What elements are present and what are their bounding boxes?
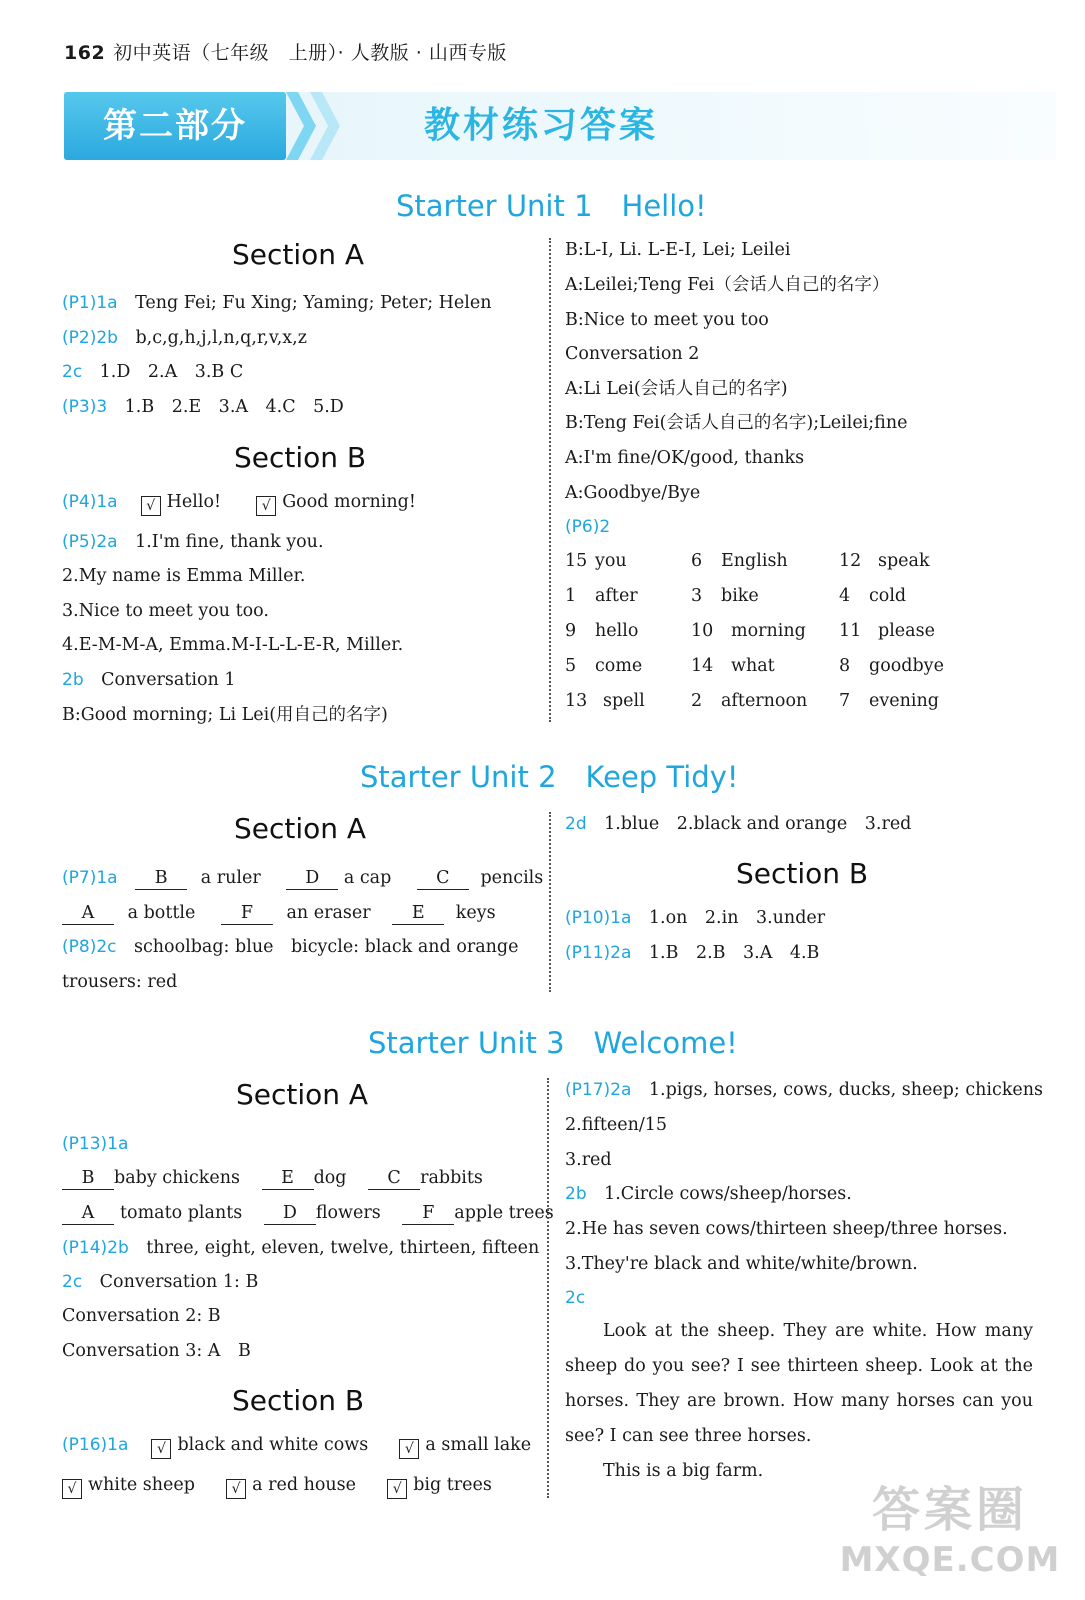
page-ref: 2d bbox=[565, 814, 587, 834]
answer-line bbox=[62, 1202, 554, 1225]
table-cell: afternoon bbox=[721, 691, 808, 711]
answer-line bbox=[62, 867, 543, 890]
page-ref: (P2)2b bbox=[62, 328, 118, 348]
page-ref: 2c bbox=[565, 1288, 586, 1308]
answer-text: three, eight, eleven, twelve, thirteen, fifteen bbox=[146, 1238, 540, 1258]
answer-text: 1.pigs, horses, cows, ducks, sheep; chickens bbox=[648, 1080, 1044, 1100]
table-cell: goodbye bbox=[869, 656, 944, 676]
answer-blank: C bbox=[417, 867, 469, 890]
answer-line: 4.E-M-M-A, Emma.M-I-L-L-E-R, Miller. bbox=[62, 635, 404, 655]
page-ref: 2b bbox=[62, 670, 84, 690]
answer-line: A:Leilei;Teng Fei（会话人自己的名字） bbox=[565, 275, 890, 295]
answer-line: 3.red bbox=[565, 1150, 612, 1170]
table-cell: 14 bbox=[691, 656, 714, 676]
answer-text: 1.Circle cows/sheep/horses. bbox=[604, 1184, 852, 1204]
answer-blank: B bbox=[135, 867, 187, 890]
checkbox-icon: √ bbox=[256, 496, 276, 516]
table-cell: 4 bbox=[839, 586, 851, 606]
checkbox-icon: √ bbox=[399, 1439, 419, 1459]
answer-text: 1.B 2.E 3.A 4.C 5.D bbox=[124, 397, 344, 417]
answer-text: dog bbox=[313, 1168, 347, 1188]
table-cell: cold bbox=[869, 586, 907, 606]
table-cell: hello bbox=[595, 621, 639, 641]
table-row bbox=[565, 585, 1045, 620]
answer-text: pencils bbox=[480, 868, 544, 888]
table-row bbox=[565, 620, 1045, 655]
answer-line: Conversation 2: B bbox=[62, 1306, 221, 1326]
answer-text: a bottle bbox=[127, 903, 196, 923]
answer-line bbox=[62, 327, 307, 349]
answer-line bbox=[62, 1434, 531, 1459]
answer-text: baby chickens bbox=[114, 1168, 240, 1188]
checkbox-icon: √ bbox=[62, 1479, 82, 1499]
unit1-section-a-heading: Section A bbox=[232, 238, 365, 271]
page-header bbox=[64, 38, 507, 65]
checkbox-icon: √ bbox=[141, 496, 161, 516]
page-ref: (P10)1a bbox=[565, 908, 632, 928]
banner-title: 教材练习答案 bbox=[424, 105, 659, 146]
page-number: 162 bbox=[64, 42, 106, 64]
answer-line: 2.fifteen/15 bbox=[565, 1115, 668, 1135]
answer-line: 2.My name is Emma Miller. bbox=[62, 566, 306, 586]
table-cell: please bbox=[878, 621, 935, 641]
answer-text: white sheep bbox=[88, 1475, 195, 1495]
answer-line bbox=[62, 491, 416, 516]
answer-line bbox=[565, 907, 825, 929]
table-cell: morning bbox=[731, 621, 806, 641]
answer-line bbox=[62, 292, 492, 314]
table-cell: 2 bbox=[691, 691, 703, 711]
answer-text: tomato plants bbox=[120, 1203, 243, 1223]
answer-blank: E bbox=[392, 902, 444, 925]
answer-text: Conversation 1 bbox=[101, 670, 236, 690]
table-cell: 3 bbox=[691, 586, 703, 606]
table-cell: 15 bbox=[565, 551, 588, 571]
page-ref: (P14)2b bbox=[62, 1238, 129, 1258]
answer-text: Teng Fei; Fu Xing; Yaming; Peter; Helen bbox=[135, 293, 492, 313]
page-ref: 2c bbox=[62, 1272, 83, 1292]
checkbox-icon: √ bbox=[387, 1479, 407, 1499]
page-ref: (P5)2a bbox=[62, 532, 118, 552]
answer-text: flowers bbox=[315, 1203, 381, 1223]
part-tag: 第二部分 bbox=[64, 92, 286, 160]
unit2-section-a-heading: Section A bbox=[234, 812, 367, 845]
answer-blank: F bbox=[402, 1202, 454, 1225]
answer-text: b,c,g,h,j,l,n,q,r,v,x,z bbox=[135, 328, 307, 348]
answer-blank: B bbox=[62, 1167, 114, 1190]
answer-line bbox=[62, 396, 344, 418]
answer-text: a red house bbox=[252, 1475, 357, 1495]
answer-text: an eraser bbox=[286, 903, 371, 923]
answer-blank: F bbox=[221, 902, 273, 925]
answer-text: big trees bbox=[413, 1475, 492, 1495]
answer-blank: A bbox=[62, 1202, 114, 1225]
table-row bbox=[565, 550, 1045, 585]
answer-line: 3.Nice to meet you too. bbox=[62, 601, 269, 621]
table-row bbox=[565, 655, 1045, 690]
answer-line: B:L-I, Li. L-E-I, Lei; Leilei bbox=[565, 240, 791, 260]
answer-line bbox=[62, 936, 518, 958]
answer-line bbox=[62, 361, 243, 383]
table-cell: 7 bbox=[839, 691, 851, 711]
answer-line bbox=[62, 1237, 539, 1259]
answer-line: This is a big farm. bbox=[603, 1461, 764, 1481]
column-divider bbox=[547, 1078, 549, 1498]
table-row bbox=[565, 690, 1045, 725]
answer-text: 1.on 2.in 3.under bbox=[648, 908, 826, 928]
answer-line bbox=[62, 1271, 258, 1293]
answer-text: keys bbox=[455, 903, 496, 923]
answer-paragraph: Look at the sheep. They are white. How many sheep do you see? I see thirteen sheep. Look at the horses. They are brown. How many horses can you see? I can see three horses. bbox=[565, 1321, 1033, 1446]
book-title: 初中英语（七年级 上册）· 人教版 · 山西专版 bbox=[113, 42, 507, 64]
answer-text: schoolbag: blue bicycle: black and orange bbox=[134, 937, 519, 957]
unit3-section-b-heading: Section B bbox=[232, 1384, 365, 1417]
table-cell: 10 bbox=[691, 621, 714, 641]
answer-text: apple trees bbox=[454, 1203, 554, 1223]
page-ref: (P8)2c bbox=[62, 937, 117, 957]
answer-blank: E bbox=[262, 1167, 314, 1190]
column-divider bbox=[549, 812, 551, 992]
answer-line: 3.They're black and white/white/brown. bbox=[565, 1254, 918, 1274]
answer-line bbox=[62, 902, 496, 925]
page-ref: (P6)2 bbox=[565, 517, 611, 537]
answer-text: Hello! bbox=[166, 492, 222, 512]
answer-text: a cap bbox=[343, 868, 392, 888]
table-cell: speak bbox=[878, 551, 930, 571]
answer-line: trousers: red bbox=[62, 972, 178, 992]
table-cell: you bbox=[595, 551, 627, 571]
answer-text: Good morning! bbox=[282, 492, 416, 512]
checkbox-icon: √ bbox=[151, 1439, 171, 1459]
page-ref: (P4)1a bbox=[62, 492, 118, 512]
answer-line: B:Teng Fei(会话人自己的名字);Leilei;fine bbox=[565, 413, 908, 433]
table-cell: after bbox=[595, 586, 638, 606]
answer-text: 1.I'm fine, thank you. bbox=[135, 532, 324, 552]
answer-line bbox=[62, 1474, 492, 1499]
table-cell: 11 bbox=[839, 621, 862, 641]
table-cell: bike bbox=[721, 586, 759, 606]
answer-line bbox=[565, 942, 819, 964]
answer-text: 1.B 2.B 3.A 4.B bbox=[648, 943, 820, 963]
unit1-section-b-heading: Section B bbox=[234, 441, 367, 474]
unit1-title: Starter Unit 1 Hello! bbox=[396, 189, 707, 223]
answer-line bbox=[62, 669, 235, 691]
table-cell: what bbox=[731, 656, 775, 676]
table-cell: 9 bbox=[565, 621, 577, 641]
answer-line bbox=[565, 1183, 852, 1205]
answer-line bbox=[62, 531, 324, 553]
page-ref: (P3)3 bbox=[62, 397, 108, 417]
answer-line: Conversation 2 bbox=[565, 344, 700, 364]
answer-line: A:Li Lei(会话人自己的名字) bbox=[565, 379, 788, 399]
unit2-section-b-heading: Section B bbox=[736, 857, 869, 890]
table-cell: 12 bbox=[839, 551, 862, 571]
answer-line: A:Goodbye/Bye bbox=[565, 483, 701, 503]
part-banner bbox=[64, 92, 1056, 160]
chevron-icon bbox=[310, 92, 340, 160]
page-ref: (P11)2a bbox=[565, 943, 632, 963]
answer-blank: A bbox=[62, 902, 114, 925]
unit3-section-a-heading: Section A bbox=[236, 1078, 369, 1111]
table-cell: 5 bbox=[565, 656, 577, 676]
answer-blank: C bbox=[368, 1167, 420, 1190]
table-cell: evening bbox=[869, 691, 939, 711]
unit3-title: Starter Unit 3 Welcome! bbox=[368, 1026, 738, 1060]
page-ref: (P1)1a bbox=[62, 293, 118, 313]
table-cell: 1 bbox=[565, 586, 577, 606]
page-ref: (P13)1a bbox=[62, 1134, 129, 1154]
checkbox-icon: √ bbox=[226, 1479, 246, 1499]
answer-line: B:Good morning; Li Lei(用自己的名字) bbox=[62, 705, 388, 725]
answer-blank: D bbox=[264, 1202, 316, 1225]
answer-text: black and white cows bbox=[177, 1435, 369, 1455]
page-ref: (P7)1a bbox=[62, 868, 118, 888]
answer-line bbox=[565, 1079, 1043, 1101]
table-cell: spell bbox=[603, 691, 645, 711]
answer-text: a ruler bbox=[200, 868, 261, 888]
answer-text: 1.blue 2.black and orange 3.red bbox=[604, 814, 912, 834]
table-cell: 6 bbox=[691, 551, 703, 571]
page-ref: 2c bbox=[62, 362, 83, 382]
answer-text: rabbits bbox=[420, 1168, 483, 1188]
watermark-text: 答案圈 bbox=[871, 1482, 1028, 1538]
answer-text: Conversation 1: B bbox=[99, 1272, 259, 1292]
answer-line bbox=[62, 1167, 483, 1190]
answer-text: a small lake bbox=[425, 1435, 532, 1455]
answer-line: 2.He has seven cows/thirteen sheep/three horses. bbox=[565, 1219, 1008, 1239]
table-cell: come bbox=[595, 656, 643, 676]
answer-blank: D bbox=[286, 867, 338, 890]
answer-line: A:I'm fine/OK/good, thanks bbox=[565, 448, 805, 468]
answer-line bbox=[565, 813, 911, 835]
table-cell: 8 bbox=[839, 656, 851, 676]
unit2-title: Starter Unit 2 Keep Tidy! bbox=[360, 760, 739, 794]
page-ref: 2b bbox=[565, 1184, 587, 1204]
answer-line: Conversation 3: A B bbox=[62, 1341, 251, 1361]
table-cell: 13 bbox=[565, 691, 588, 711]
p6-answer-table bbox=[565, 550, 1045, 725]
table-cell: English bbox=[721, 551, 788, 571]
answer-text: 1.D 2.A 3.B C bbox=[99, 362, 244, 382]
watermark-logo bbox=[835, 1480, 1065, 1590]
page-ref: (P16)1a bbox=[62, 1435, 129, 1455]
page-ref: (P17)2a bbox=[565, 1080, 632, 1100]
column-divider bbox=[549, 238, 551, 722]
answer-line: B:Nice to meet you too bbox=[565, 310, 769, 330]
watermark-url: MXQE.COM bbox=[839, 1540, 1061, 1580]
